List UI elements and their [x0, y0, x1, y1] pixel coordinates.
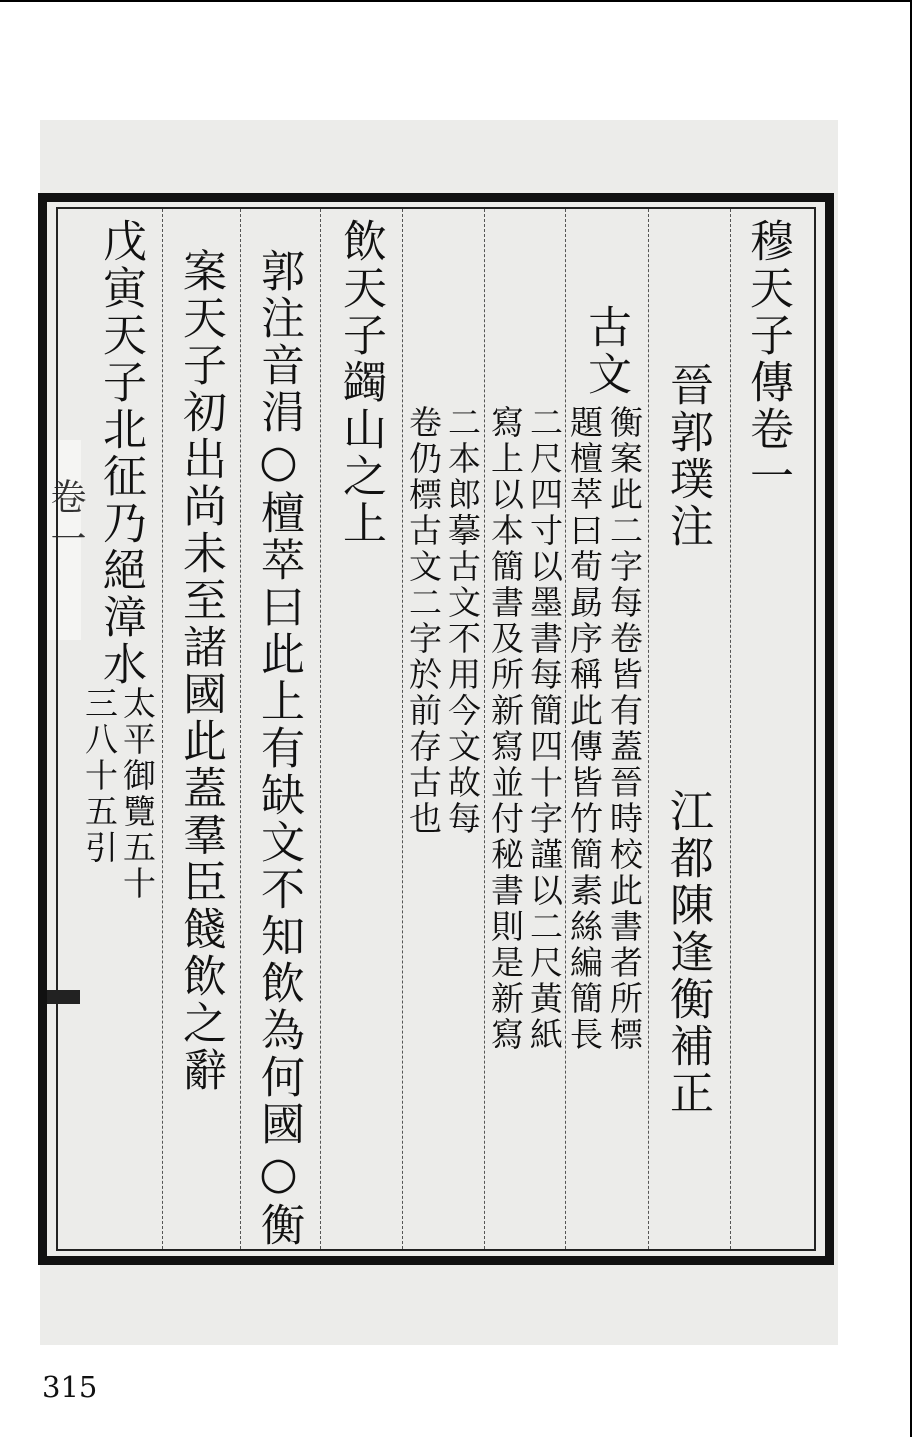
- note-line-6: 卷仍標古文二字於前存古也: [404, 405, 443, 837]
- margin-label: 卷一: [45, 478, 86, 562]
- column-rule: [240, 209, 241, 1249]
- editor-line: 江都陳逢衡補正: [662, 788, 713, 1117]
- column-rule: [320, 209, 321, 1249]
- column-rule: [402, 209, 403, 1249]
- main-text-line: 戊寅天子北征乃絕漳水: [95, 218, 146, 688]
- citation-line: 三八十五引: [80, 686, 119, 866]
- annotator-line: 晉郭璞注: [662, 362, 713, 550]
- column-rule: [484, 209, 485, 1249]
- page-number: 315: [42, 1370, 98, 1404]
- column-rule: [162, 209, 163, 1249]
- note-line-5: 二本郎摹古文不用今文故每: [443, 405, 482, 837]
- commentary-line: 案天子初出尚未至諸國此蓋羣臣餞飲之辭: [175, 248, 226, 1094]
- section-header: 古文: [580, 304, 631, 398]
- citation-line: 太平御覽五十: [118, 686, 157, 902]
- column-rule: [730, 209, 731, 1249]
- commentary-line: 郭注音涓○檀萃曰此上有缺文不知飲為何國○衡: [253, 248, 304, 1249]
- column-rule: [648, 209, 649, 1249]
- book-title: 穆天子傳卷一: [742, 218, 793, 500]
- main-text-line: 飲天子蠲山之上: [335, 218, 386, 547]
- note-line-2: 題檀萃曰荀勗序稱此傳皆竹簡素絲編簡長: [565, 405, 604, 1053]
- note-line-3: 二尺四寸以墨書每簡四十字謹以二尺黃紙: [525, 405, 564, 1053]
- note-line-4: 寫上以本簡書及所新寫並付秘書則是新寫: [486, 405, 525, 1053]
- note-line-1: 衡案此二字每卷皆有蓋晉時校此書者所標: [605, 405, 644, 1053]
